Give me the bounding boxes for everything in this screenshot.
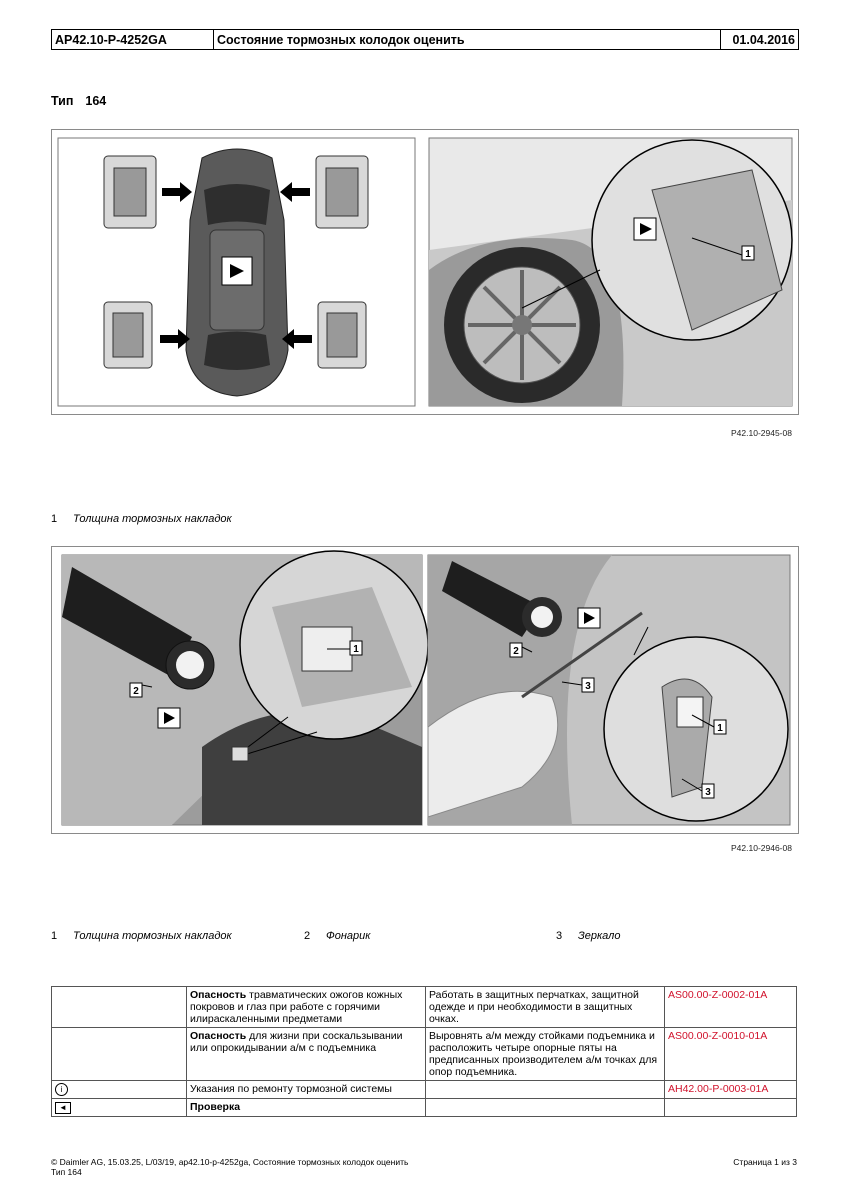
hazard-label: Опасность (190, 1030, 247, 1042)
safety-table (51, 986, 797, 1117)
figure-2-drawing (52, 547, 798, 833)
table-row (52, 1099, 797, 1117)
type-label: Тип (51, 94, 74, 108)
type-line (51, 94, 118, 108)
figure-1 (51, 129, 799, 415)
callout-1: 1 (745, 249, 751, 260)
ref-link[interactable]: AS00.00-Z-0002-01A (668, 989, 768, 1001)
figure-2 (51, 546, 799, 834)
legend-2-item-3 (556, 930, 621, 942)
check-label: Проверка (190, 1101, 241, 1113)
document-header (51, 29, 799, 50)
brake-caliper-front-right-icon (316, 156, 368, 228)
legend-2-text-1: Толщина тормозных накладок (73, 930, 232, 942)
callout-left-2: 2 (133, 686, 139, 697)
page-number: Страница 1 из 3 (733, 1157, 797, 1167)
note-text: Указания по ремонту тормозной системы (187, 1081, 426, 1099)
legend-2-text-3: Зеркало (578, 930, 621, 942)
doc-date: 01.04.2016 (732, 32, 795, 47)
callout-left-1: 1 (353, 644, 359, 655)
table-row (52, 1081, 797, 1099)
hazard-label: Опасность (190, 989, 247, 1001)
table-row (52, 987, 797, 1028)
legend-2-num-1: 1 (51, 930, 58, 942)
legend-1-text: Толщина тормозных накладок (73, 513, 232, 525)
footer-type: Тип 164 (51, 1167, 82, 1177)
table-row (52, 1028, 797, 1081)
legend-2-item-1 (51, 930, 232, 942)
car-top-view-icon (186, 149, 288, 396)
action-text: Выровнять а/м между стойками подъемника и расположить четыре опорные пяты на предписанных производителем а/м точках для опор подъемника. (426, 1028, 665, 1081)
callout-right-3b: 3 (705, 787, 711, 798)
action-text: Работать в защитных перчатках, защитной одежде и при необходимости в защитных очках. (426, 987, 665, 1028)
hazard-desc: травматических ожогов кожных покровов и глаз при работе с горячими илираскаленными предметами (190, 989, 403, 1025)
brake-caliper-front-left-icon (104, 156, 156, 228)
ref-link[interactable]: AS00.00-Z-0010-01A (668, 1030, 768, 1042)
inspection-icon: ◄ (55, 1102, 71, 1114)
legend-2-num-3: 3 (556, 930, 563, 942)
legend-1-num: 1 (51, 513, 58, 525)
legend-2-num-2: 2 (304, 930, 311, 942)
type-value: 164 (85, 94, 107, 108)
legend-2-item-2 (304, 930, 370, 942)
doc-id: AP42.10-P-4252GA (52, 30, 214, 49)
legend-1 (51, 513, 232, 525)
callout-right-2: 2 (513, 646, 519, 657)
callout-right-1: 1 (717, 723, 723, 734)
footer-left (51, 1157, 408, 1177)
doc-title: Состояние тормозных колодок оценить (214, 30, 721, 49)
legend-2-text-2: Фонарик (326, 930, 371, 942)
brake-caliper-rear-right-icon (318, 302, 366, 368)
hazard-desc: для жизни при соскальзывании или опрокидывании а/м с подъемника (190, 1030, 403, 1054)
figure-2-code: P42.10-2946-08 (731, 843, 792, 853)
ref-link[interactable]: AH42.00-P-0003-01A (668, 1083, 769, 1095)
callout-right-3a: 3 (585, 681, 591, 692)
brake-caliper-rear-left-icon (104, 302, 152, 368)
figure-1-drawing (52, 130, 798, 414)
info-circle-icon: i (55, 1083, 68, 1096)
figure-1-code: P42.10-2945-08 (731, 428, 792, 438)
footer-copyright: © Daimler AG, 15.03.25, L/03/19, ap42.10-p-4252ga, Состояние тормозных колодок оценить (51, 1157, 409, 1167)
